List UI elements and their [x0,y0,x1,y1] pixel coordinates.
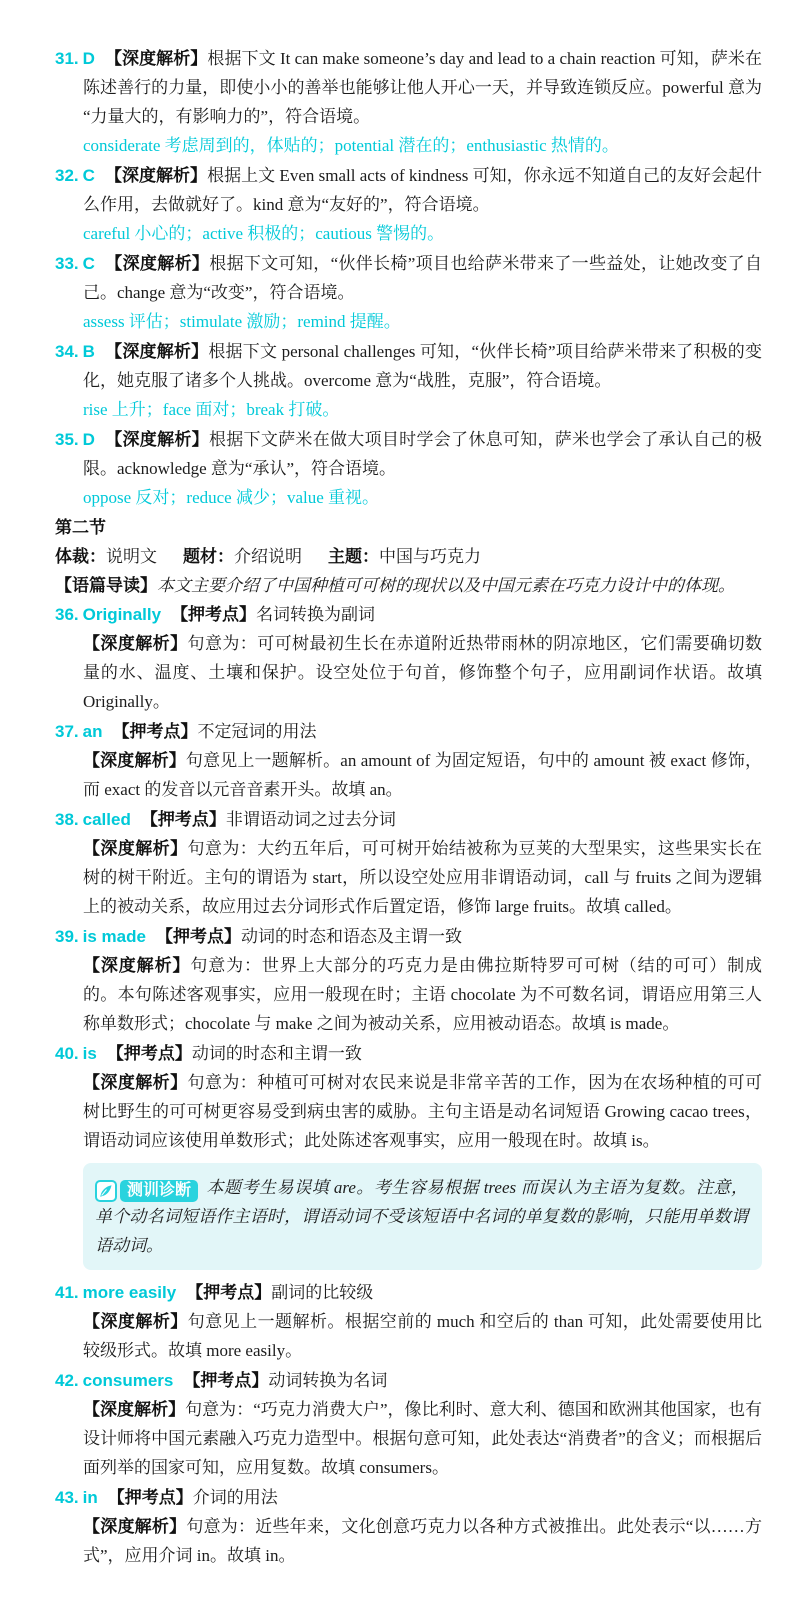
analysis-paragraph [83,951,762,1038]
analysis-text: 根据上文 Even small acts of kindness 可知，你永远不知道自己的友好会起什么作用，去做就好了。kind 意为“友好的”，符合语境。 [83,166,762,214]
answer-heading [55,805,762,834]
exam-point-text: 非谓语动词之过去分词 [225,810,396,829]
answer-number: 31. [55,49,79,68]
answer-word: consumers [82,1371,174,1390]
theme-label: 主题： [328,547,379,566]
synonyms-line: considerate 考虑周到的，体贴的；potential 潜在的；enthusiastic 热情的。 [83,136,619,155]
analysis-label: 【深度解析】 [83,1312,188,1331]
answer-word: more easily [82,1283,177,1302]
answer-heading [55,922,762,951]
analysis-label: 【深度解析】 [83,1400,186,1419]
exam-point-label: 【押考点】 [107,1488,193,1507]
section-title: 第二节 [55,518,106,537]
answer-heading [55,600,762,629]
answer-item-42 [55,1366,762,1482]
exam-point-text: 动词转换为名词 [268,1371,388,1390]
answer-item-36 [55,600,762,716]
answer-number: 39. [55,927,79,946]
analysis-label: 【深度解析】 [104,430,209,449]
analysis-label: 【深度解析】 [83,634,188,653]
synonyms-line: assess 评估；stimulate 激励；remind 提醒。 [83,312,401,331]
answer-number: 43. [55,1488,79,1507]
analysis-text: 根据下文 personal challenges 可知，“伙伴长椅”项目给萨米带来了积极的变化，她克服了诸多个人挑战。overcome 意为“战胜，克服”，符合语境。 [83,342,762,390]
answer-letter: D [82,49,95,68]
analysis-text: 根据下文可知，“伙伴长椅”项目也给萨米带来了一些益处，让她改变了自己。change 意为“改变”，符合语境。 [83,254,763,302]
exam-point-text: 副词的比较级 [271,1283,374,1302]
answer-item-32 [55,161,762,248]
analysis-text: 句意为：“巧克力消费大户”，像比利时、意大利、德国和欧洲其他国家，也有设计师将中国元素融入巧克力造型中。根据句意可知，此处表达“消费者”的含义；而根据后面列举的国家可知，应用复数。故填 consumers。 [83,1400,763,1477]
analysis-text: 句意为：种植可可树对农民来说是非常辛苦的工作，因为在农场种植的可可树比野生的可可树更容易受到病虫害的威胁。主句主语是动名词短语 Growing cacao trees，谓语动词应该使用单数形式；此处陈述客观事实，应用一般现在时。故填 is。 [83,1073,763,1150]
analysis-paragraph [83,629,762,716]
answer-item-37 [55,717,762,804]
answer-word: in [82,1488,98,1507]
diagnosis-note-text: 本题考生易误填 are。考生容易根据 trees 而误认为主语为复数。注意，单个动名词短语作主语时，谓语动词不受该短语中名词的单复数的影响，只能用单数谓语动词。 [95,1178,748,1255]
answer-letter: C [82,254,95,273]
answer-heading [55,1483,762,1512]
answer-item-31 [55,44,762,160]
analysis-paragraph [83,1395,762,1482]
material-value: 介绍说明 [234,547,302,566]
answer-number: 40. [55,1044,79,1063]
answer-heading [55,1278,762,1307]
exam-point-label: 【押考点】 [186,1283,272,1302]
diagnosis-badge-label: 测训诊断 [120,1180,198,1202]
genre-label: 体裁： [55,547,106,566]
answer-word: Originally [82,605,162,624]
answer-paragraph [55,161,762,219]
answer-number: 36. [55,605,79,624]
analysis-text: 根据下文萨米在做大项目时学会了休息可知，萨米也学会了承认自己的极限。acknowledge 意为“承认”，符合语境。 [83,430,763,478]
exam-point-text: 名词转换为副词 [256,605,376,624]
answer-word: called [82,810,131,829]
answer-number: 37. [55,722,79,741]
guide-text: 本文主要介绍了中国种植可可树的现状以及中国元素在巧克力设计中的体现。 [157,576,735,595]
answer-letter: C [82,166,95,185]
analysis-text: 句意为：近些年来，文化创意巧克力以各种方式被推出。此处表示“以……方式”，应用介词 in。故填 in。 [83,1517,763,1565]
exam-point-label: 【押考点】 [155,927,241,946]
answer-heading [55,1039,762,1068]
analysis-paragraph [83,1307,762,1365]
answer-item-41 [55,1278,762,1365]
exam-point-text: 动词的时态和主谓一致 [191,1044,362,1063]
answer-item-43 [55,1483,762,1570]
synonyms-line: careful 小心的；active 积极的；cautious 警惕的。 [83,224,445,243]
analysis-label: 【深度解析】 [83,1517,187,1536]
analysis-paragraph [83,1068,762,1155]
analysis-text: 根据下文 It can make someone’s day and lead to a chain reaction 可知，萨米在陈述善行的力量，即使小小的善举也能够让他人开心一天，并导致连锁反应。powerful 意为“力量大的，有影响力的”，符合语境。 [83,49,762,126]
analysis-label: 【深度解析】 [83,839,188,858]
answer-item-40 [55,1039,762,1155]
answer-number: 35. [55,430,79,449]
answer-word: is [82,1044,97,1063]
answer-paragraph [55,425,762,483]
analysis-paragraph [83,1512,762,1570]
analysis-paragraph [83,746,762,804]
analysis-text: 句意见上一题解析。根据空前的 much 和空后的 than 可知，此处需要使用比较级形式。故填 more easily。 [83,1312,762,1360]
passage-guide [55,571,762,600]
answer-heading [55,1366,762,1395]
analysis-label: 【深度解析】 [104,254,210,273]
answer-letter: B [82,342,95,361]
section-header [55,513,762,600]
answer-heading [55,717,762,746]
answer-item-38 [55,805,762,921]
guide-label: 【语篇导读】 [55,576,157,595]
passage-meta [55,542,762,571]
exam-point-label: 【押考点】 [183,1371,269,1390]
synonyms-line: rise 上升；face 面对；break 打破。 [83,400,340,419]
answer-item-33 [55,249,762,336]
exam-point-label: 【押考点】 [112,722,198,741]
answer-paragraph [55,249,762,307]
answer-paragraph [55,337,762,395]
diagnosis-badge [95,1180,198,1202]
analysis-label: 【深度解析】 [104,49,208,68]
analysis-label: 【深度解析】 [83,751,186,770]
exam-point-label: 【押考点】 [106,1044,192,1063]
material-label: 题材： [183,547,234,566]
analysis-label: 【深度解析】 [104,342,209,361]
exam-point-text: 介词的用法 [192,1488,278,1507]
answer-number: 33. [55,254,79,273]
answer-word: is made [82,927,146,946]
synonyms-line: oppose 反对；reduce 减少；value 重视。 [83,488,380,507]
answer-number: 32. [55,166,79,185]
answer-item-34 [55,337,762,424]
analysis-label: 【深度解析】 [83,1073,188,1092]
exam-point-text: 不定冠词的用法 [197,722,317,741]
analysis-text: 句意为：世界上大部分的巧克力是由佛拉斯特罗可可树（结的可可）制成的。本句陈述客观事实，应用一般现在时；主语 chocolate 为不可数名词，谓语应用第三人称单数形式；chocolate 与 make 之间为被动关系，应用被动语态。故填 is made。 [83,956,763,1033]
diagnosis-note-box [83,1163,762,1270]
analysis-text: 句意为：可可树最初生长在赤道附近热带雨林的阴凉地区，它们需要确切数量的水、温度、土壤和保护。设空处位于句首，修饰整个句子，应用副词作状语。故填 Originally。 [83,634,763,711]
answer-number: 42. [55,1371,79,1390]
exam-point-label: 【押考点】 [171,605,257,624]
analysis-label: 【深度解析】 [104,166,208,185]
answer-letter: D [82,430,95,449]
answer-number: 41. [55,1283,79,1302]
exam-point-text: 动词的时态和语态及主谓一致 [240,927,462,946]
answer-paragraph [55,44,762,131]
answer-number: 38. [55,810,79,829]
exam-point-label: 【押考点】 [140,810,226,829]
analysis-label: 【深度解析】 [83,956,191,975]
analysis-text: 句意为：大约五年后，可可树开始结被称为豆荚的大型果实，这些果实长在树的树干附近。主句的谓语为 start，所以设空处应用非谓语动词，call 与 fruits 之间为逻辑上的被动关系，故应用过去分词形式作后置定语，修饰 large fruits。故填 called。 [83,839,763,916]
answer-number: 34. [55,342,79,361]
diagnosis-note-paragraph [95,1173,748,1260]
genre-value: 说明文 [106,547,157,566]
answer-item-35 [55,425,762,512]
answer-item-39 [55,922,762,1038]
theme-value: 中国与巧克力 [379,547,481,566]
analysis-text: 句意见上一题解析。an amount of 为固定短语，句中的 amount 被 exact 修饰，而 exact 的发音以元音音素开头。故填 an。 [83,751,762,799]
answer-word: an [82,722,103,741]
quill-icon [95,1180,117,1202]
analysis-paragraph [83,834,762,921]
